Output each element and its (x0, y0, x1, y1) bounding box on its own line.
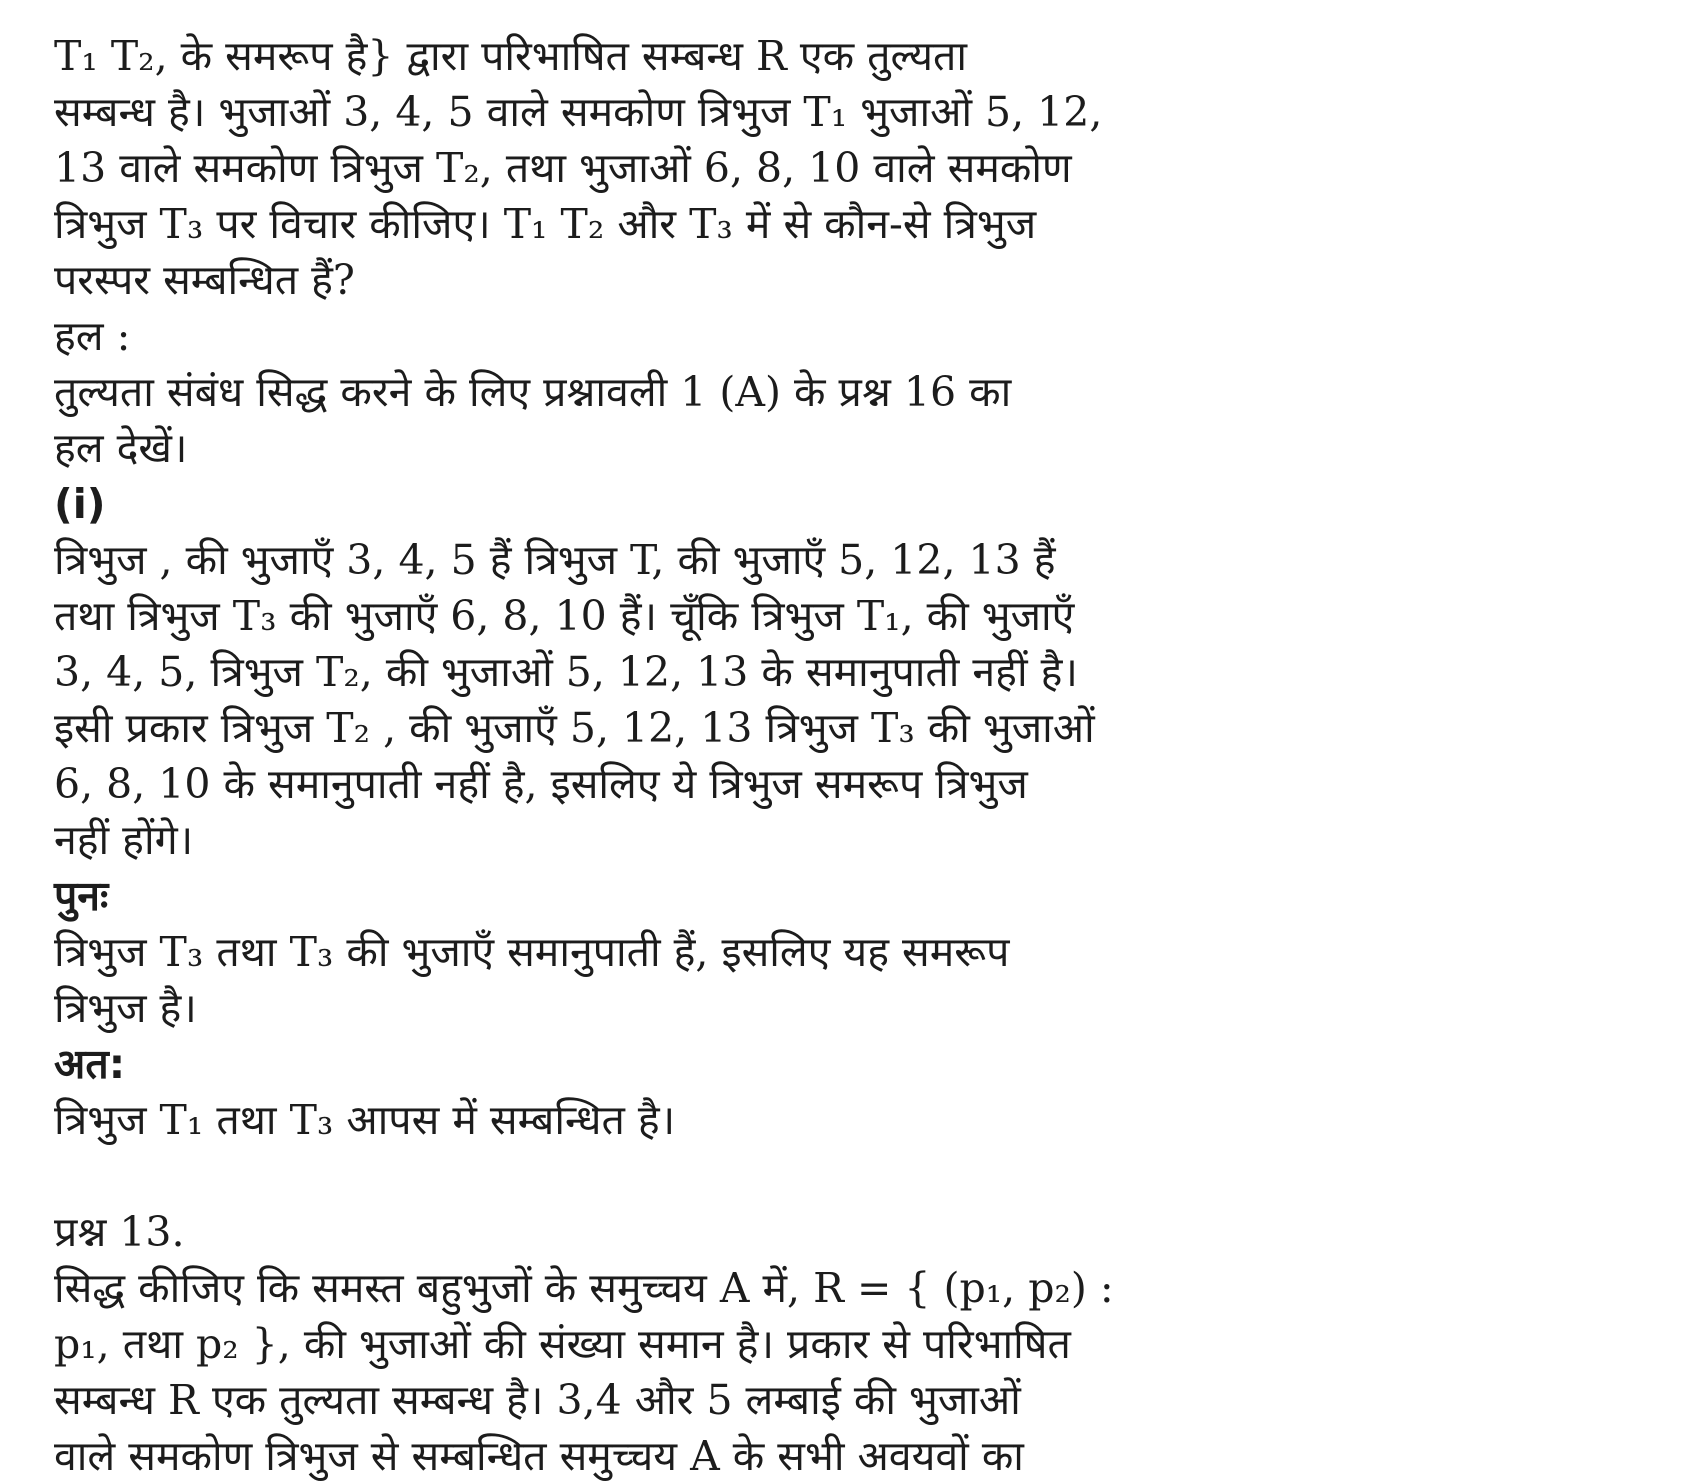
hence-text: त्रिभुज T₁ तथा T₃ आपस में सम्बन्धित है। (54, 1096, 676, 1144)
solution-label: हल : (54, 312, 131, 360)
part-label: (i) (54, 480, 106, 528)
part-text-line: 3, 4, 5, त्रिभुज T₂, की भुजाओं 5, 12, 13 के समानुपाती नहीं है। (54, 648, 1078, 696)
part-text-line: तथा त्रिभुज T₃ की भुजाएँ 6, 8, 10 हैं। चूँकि त्रिभुज T₁, की भुजाएँ (54, 592, 1075, 640)
question-line: त्रिभुज T₃ पर विचार कीजिए। T₁ T₂ और T₃ में से कौन-से त्रिभुज (54, 200, 1037, 248)
question-line: T₁ T₂, के समरूप है} द्वारा परिभाषित सम्बन्ध R एक तुल्यता (54, 32, 967, 80)
again-text-line: त्रिभुज T₃ तथा T₃ की भुजाएँ समानुपाती हैं, इसलिए यह समरूप (54, 928, 1010, 976)
hence-label: अत: (54, 1040, 126, 1088)
document-page (54, 28, 1194, 1484)
next-question-line: वाले समकोण त्रिभुज से सम्बन्धित समुच्चय A के सभी अवयवों का (54, 1432, 1024, 1480)
blank-spacer (54, 1148, 1194, 1204)
part-text-line: इसी प्रकार त्रिभुज T₂ , की भुजाएँ 5, 12, 13 त्रिभुज T₃ की भुजाओं (54, 704, 1095, 752)
part-text-line: त्रिभुज , की भुजाएँ 3, 4, 5 हैं त्रिभुज T, की भुजाएँ 5, 12, 13 हैं (54, 536, 1056, 584)
next-question-label: प्रश्न 13. (54, 1208, 185, 1256)
part-text-line: 6, 8, 10 के समानुपाती नहीं है, इसलिए ये त्रिभुज समरूप त्रिभुज (54, 760, 1028, 808)
question-line: सम्बन्ध है। भुजाओं 3, 4, 5 वाले समकोण त्रिभुज T₁ भुजाओं 5, 12, (54, 88, 1103, 136)
question-line: परस्पर सम्बन्धित हैं? (54, 256, 355, 304)
solution-intro-line: हल देखें। (54, 424, 188, 472)
again-text-line: त्रिभुज है। (54, 984, 197, 1032)
again-label: पुनः (54, 872, 109, 920)
next-question-line: p₁, तथा p₂ }, की भुजाओं की संख्या समान है। प्रकार से परिभाषित (54, 1320, 1071, 1368)
solution-intro-line: तुल्यता संबंध सिद्ध करने के लिए प्रश्नावली 1 (A) के प्रश्न 16 का (54, 368, 1012, 416)
next-question-line: सम्बन्ध R एक तुल्यता सम्बन्ध है। 3,4 और 5 लम्बाई की भुजाओं (54, 1376, 1021, 1424)
next-question-line: सिद्ध कीजिए कि समस्त बहुभुजों के समुच्चय A में, R = { (p₁, p₂) : (54, 1264, 1114, 1312)
part-text-line: नहीं होंगे। (54, 816, 194, 864)
question-line: 13 वाले समकोण त्रिभुज T₂, तथा भुजाओं 6, 8, 10 वाले समकोण (54, 144, 1072, 192)
